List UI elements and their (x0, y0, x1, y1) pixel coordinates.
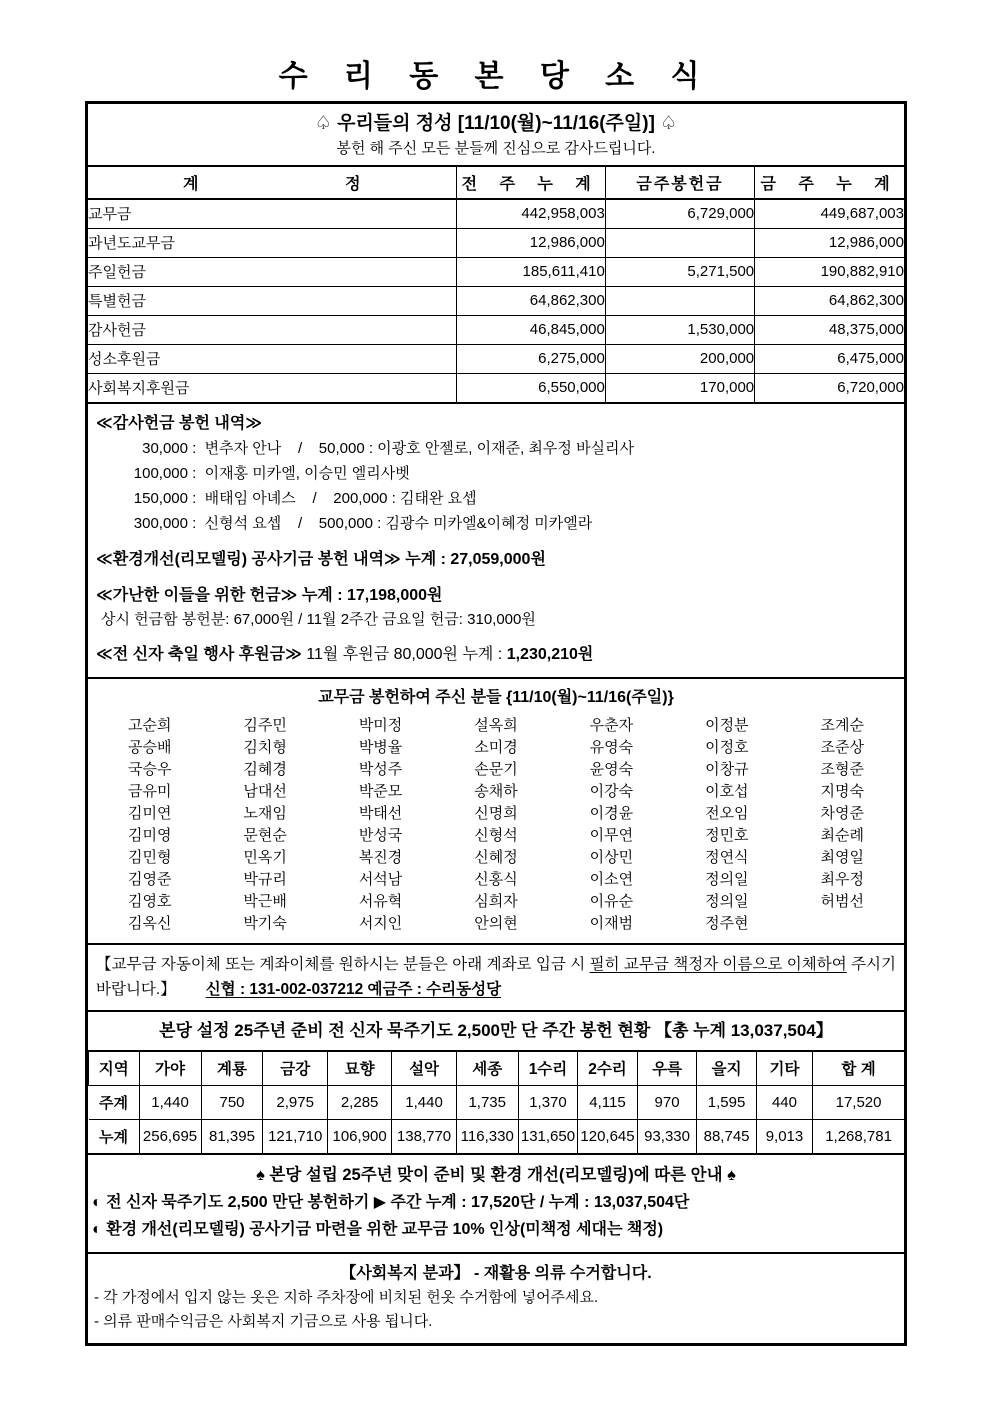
rosary-column-header: 을지 (697, 1051, 757, 1085)
donor-name: 정민호 (705, 827, 749, 844)
rosary-value: 88,745 (697, 1119, 757, 1153)
donor-name: 설옥희 (474, 717, 518, 734)
donor-name: 서지인 (358, 915, 403, 932)
offering-prev-total-value: 12,986,000 (456, 228, 605, 257)
donors-row (92, 715, 900, 737)
offering-table (88, 165, 904, 402)
rosary-value: 9,013 (756, 1119, 812, 1153)
offering-prev-total-value: 6,275,000 (456, 344, 605, 373)
offering-week-total-value: 48,375,000 (755, 315, 904, 344)
donor-name: 신홍식 (474, 871, 518, 888)
offering-row (88, 199, 904, 228)
offering-row-label: 성소후원금 (88, 344, 456, 373)
thanks-amount: 100,000 (133, 465, 188, 482)
rosary-value: 138,770 (392, 1119, 456, 1153)
account-header-right: 정 (345, 176, 361, 193)
donor-name: 지명숙 (820, 783, 864, 800)
donor-name: 박규리 (243, 871, 287, 888)
donors-row (92, 781, 900, 803)
offering-week-value (605, 286, 754, 315)
offering-prev-total-value: 64,862,300 (456, 286, 605, 315)
anniversary-notice-item: ◐ 환경 개선(리모델링) 공사기금 마련을 위한 교무금 10% 인상(미책정 세대는 책정) (92, 1221, 664, 1238)
rosary-row-label: 주계 (89, 1085, 140, 1119)
donors-row (92, 759, 900, 781)
donor-name: 신혜정 (474, 849, 518, 866)
donor-name: 소미경 (474, 739, 518, 756)
donor-name: 박준모 (358, 783, 403, 800)
donor-name: 최영일 (820, 849, 864, 866)
donor-name: 안의현 (474, 915, 518, 932)
donor-name: 정의일 (705, 893, 749, 910)
offering-period-title: ♤ 우리들의 정성 [11/10(월)~11/16(주일)] ♤ (314, 113, 678, 134)
offering-table-head (88, 166, 904, 199)
donor-name: 신형석 (474, 827, 518, 844)
rosary-value: 93,330 (637, 1119, 697, 1153)
rosary-value: 256,695 (139, 1119, 201, 1153)
offering-prev-total-value: 185,611,410 (456, 257, 605, 286)
feast-fund-month: 11월 후원금 80,000원 누계 : (301, 646, 507, 663)
donor-name: 금유미 (127, 783, 172, 800)
donor-name: 이창규 (705, 761, 749, 778)
donor-name: 김주민 (243, 717, 287, 734)
rosary-value: 970 (637, 1085, 697, 1119)
bulletin-page (85, 0, 907, 1346)
donor-name: 복진경 (358, 849, 403, 866)
thanks-amount: 30,000 (142, 440, 188, 457)
offering-row-label: 특별헌금 (88, 286, 456, 315)
donor-name: 국승우 (127, 761, 172, 778)
offering-week-value: 1,530,000 (605, 315, 754, 344)
rosary-row-label: 누계 (89, 1119, 140, 1153)
rosary-column-header: 2수리 (578, 1051, 638, 1085)
thanks-names: : 신형석 요셉 / 500,000 : 김광수 미카엘&이혜정 미카엘라 (188, 515, 593, 532)
donor-name: 민옥기 (243, 849, 287, 866)
rosary-column-header: 기타 (756, 1051, 812, 1085)
transfer-notice-text: 【교무금 자동이체 또는 계좌이체를 원하시는 분들은 아래 계좌로 입금 시 (96, 956, 590, 973)
offering-header-row (88, 166, 904, 199)
bulletin-document (85, 101, 907, 1346)
rosary-value: 106,900 (327, 1119, 391, 1153)
rosary-table-body (89, 1085, 905, 1153)
donor-name: 이정분 (705, 717, 749, 734)
donor-name: 서석남 (358, 871, 403, 888)
offering-week-total-value: 64,862,300 (755, 286, 904, 315)
remodel-fund-line (96, 548, 896, 572)
donor-name: 반성국 (358, 827, 403, 844)
offering-row-label: 과년도교무금 (88, 228, 456, 257)
rosary-column-header: 세종 (456, 1051, 518, 1085)
welfare-section (88, 1252, 904, 1343)
offering-row (88, 257, 904, 286)
rosary-column-header: 우륵 (637, 1051, 697, 1085)
donor-name: 조형준 (820, 761, 864, 778)
offering-week-value: 200,000 (605, 344, 754, 373)
donor-name: 김영호 (127, 893, 172, 910)
donor-name: 김혜경 (243, 761, 287, 778)
offering-week-total-value: 449,687,003 (755, 199, 904, 228)
rosary-column-header: 합 계 (813, 1051, 904, 1085)
rosary-value: 2,285 (327, 1085, 391, 1119)
donor-name: 박병율 (358, 739, 403, 756)
donor-name: 유영숙 (589, 739, 634, 756)
offering-week-value (605, 228, 754, 257)
offering-week-total-value: 190,882,910 (755, 257, 904, 286)
offering-row (88, 286, 904, 315)
donor-name: 이재범 (589, 915, 634, 932)
welfare-item: - 각 가정에서 입지 않는 옷은 지하 주차장에 비치된 헌옷 수거함에 넣어주세요. (94, 1289, 599, 1306)
donor-name: 최순례 (820, 827, 864, 844)
rosary-summary-header: 본당 설정 25주년 준비 전 신자 묵주기도 2,500만 단 주간 봉헌 현황 【총 누계 13,037,504】 (88, 1010, 904, 1050)
rosary-total-value: 17,520 (813, 1085, 904, 1119)
donor-name: 박태선 (358, 805, 403, 822)
rosary-data-row (89, 1085, 905, 1119)
offering-week-total-value: 6,475,000 (755, 344, 904, 373)
donor-name: 이강숙 (589, 783, 634, 800)
rosary-column-header: 가야 (139, 1051, 201, 1085)
rosary-value: 121,710 (263, 1119, 327, 1153)
donors-row (92, 803, 900, 825)
offering-row-label: 주일헌금 (88, 257, 456, 286)
page-title: 수 리 동 본 당 소 식 (278, 60, 714, 93)
donor-name: 박근배 (243, 893, 287, 910)
donor-name: 윤영숙 (589, 761, 634, 778)
transfer-account-number: 신협 : 131-002-037212 예금주 : 수리동성당 (205, 981, 502, 998)
rosary-value: 116,330 (456, 1119, 518, 1153)
offering-week-value: 170,000 (605, 373, 754, 402)
feast-fund-total: 1,230,210원 (506, 646, 594, 663)
donors-row (92, 869, 900, 891)
offering-table-body (88, 199, 904, 402)
feast-fund-title: ≪전 신자 축일 행사 후원금≫ (96, 646, 302, 663)
donor-name: 정연식 (705, 849, 749, 866)
thanks-offering-title: ≪감사헌금 봉헌 내역≫ (96, 415, 263, 432)
donor-name: 이무연 (589, 827, 634, 844)
transfer-notice-underlined: 필히 교무금 책정자 이름으로 이체하여 (589, 956, 847, 973)
funds-detail-section (88, 402, 904, 677)
donors-title: 교무금 봉헌하여 주신 분들 {11/10(월)~11/16(주일)} (318, 689, 674, 706)
donor-name: 이경윤 (589, 805, 634, 822)
anniversary-notice-title: ♠ 본당 설립 25주년 맞이 준비 및 환경 개선(리모델링)에 따른 안내 ♠ (256, 1166, 736, 1184)
donors-section (88, 677, 904, 943)
donor-name: 최우정 (820, 871, 864, 888)
rosary-value: 120,645 (578, 1119, 638, 1153)
remodel-fund-title: ≪환경개선(리모델링) 공사기금 봉헌 내역≫ (96, 551, 401, 568)
remodel-fund-total: 누계 : 27,059,000원 (400, 551, 546, 568)
thanks-names: : 배태임 아녜스 / 200,000 : 김태완 요셉 (188, 490, 477, 507)
rosary-table-head (89, 1051, 905, 1085)
rosary-column-header: 금강 (263, 1051, 327, 1085)
donor-name: 신명희 (474, 805, 518, 822)
rosary-value: 81,395 (201, 1119, 263, 1153)
thanks-offering-line (96, 461, 896, 486)
donors-row (92, 825, 900, 847)
rosary-value: 4,115 (578, 1085, 638, 1119)
thanks-names: : 이재홍 미카엘, 이승민 엘리사벳 (188, 465, 410, 482)
donor-name: 노재임 (243, 805, 287, 822)
account-header-left: 계 (183, 176, 199, 193)
donor-name: 이정호 (705, 739, 749, 756)
offering-prev-total-value: 6,550,000 (456, 373, 605, 402)
donor-name: 정의일 (705, 871, 749, 888)
offering-thanks-subtitle: 봉헌 해 주신 모든 분들께 진심으로 감사드립니다. (336, 140, 656, 157)
thanks-names: : 변추자 안나 / 50,000 : 이광호 안젤로, 이재준, 최우정 바실리사 (188, 440, 635, 457)
offering-row (88, 315, 904, 344)
thanks-offering-line (96, 486, 896, 511)
donor-name: 박미정 (358, 717, 403, 734)
donor-name: 정주현 (705, 915, 749, 932)
rosary-value: 1,440 (392, 1085, 456, 1119)
donor-name: 박성주 (358, 761, 403, 778)
anniversary-notice-section (88, 1153, 904, 1252)
offering-week-value: 5,271,500 (605, 257, 754, 286)
donor-name: 문현순 (243, 827, 287, 844)
donors-row (92, 913, 900, 935)
donor-name: 조준상 (820, 739, 864, 756)
donor-name: 김영준 (127, 871, 172, 888)
donor-name: 이소연 (589, 871, 634, 888)
donor-name: 이유순 (589, 893, 634, 910)
donor-name: 박기숙 (243, 915, 287, 932)
donor-name: 차영준 (820, 805, 864, 822)
poor-fund-detail: 상시 헌금함 봉헌분: 67,000원 / 11월 2주간 금요일 헌금: 310,000원 (101, 611, 536, 628)
rosary-column-header: 설악 (392, 1051, 456, 1085)
feast-fund-line (96, 643, 896, 667)
rosary-table (88, 1050, 904, 1153)
donor-name (785, 913, 900, 935)
donor-name: 이상민 (589, 849, 634, 866)
anniversary-notice-item: ◐ 전 신자 묵주기도 2,500 만단 봉헌하기 ▶ 주간 누계 : 17,520단 / 누계 : 13,037,504단 (92, 1194, 690, 1211)
thanks-amount: 300,000 (133, 515, 188, 532)
donors-grid (92, 715, 900, 935)
thanks-offering-line (96, 436, 896, 461)
poor-fund-title: ≪가난한 이들을 위한 헌금≫ (96, 587, 298, 604)
donor-name: 김민형 (127, 849, 172, 866)
column-header-this-week: 금주봉헌금 (605, 166, 754, 199)
offering-week-value: 6,729,000 (605, 199, 754, 228)
donor-name: 조계순 (820, 717, 864, 734)
rosary-column-header: 계룡 (201, 1051, 263, 1085)
welfare-title: 【사회복지 분과】 - 재활용 의류 수거합니다. (340, 1265, 652, 1282)
rosary-total-value: 1,268,781 (813, 1119, 904, 1153)
rosary-data-row (89, 1119, 905, 1153)
rosary-value: 440 (756, 1085, 812, 1119)
donor-name: 남대선 (243, 783, 287, 800)
thanks-offering-line (96, 511, 896, 536)
transfer-notice-text-end: 주시기 바랍니다.】 (96, 956, 896, 998)
donor-name: 심희자 (474, 893, 518, 910)
offering-week-total-value: 12,986,000 (755, 228, 904, 257)
rosary-value: 1,440 (139, 1085, 201, 1119)
donor-name: 김치형 (243, 739, 287, 756)
column-header-week-total: 금 주 누 계 (755, 166, 904, 199)
donor-name: 서유혁 (358, 893, 403, 910)
rosary-value: 131,650 (518, 1119, 578, 1153)
poor-fund-total: 누계 : 17,198,000원 (297, 587, 443, 604)
offering-row-label: 교무금 (88, 199, 456, 228)
donor-name: 손문기 (474, 761, 518, 778)
donor-name: 김미연 (127, 805, 172, 822)
offering-row (88, 373, 904, 402)
rosary-column-header: 지역 (89, 1051, 140, 1085)
column-header-account (88, 166, 456, 199)
donor-name: 송채하 (474, 783, 518, 800)
column-header-prev-total: 전 주 누 계 (456, 166, 605, 199)
donor-name: 김미영 (127, 827, 172, 844)
donor-name: 허범선 (820, 893, 864, 910)
rosary-value: 750 (201, 1085, 263, 1119)
donors-row (92, 891, 900, 913)
donors-row (92, 737, 900, 759)
donor-name: 김옥신 (127, 915, 172, 932)
rosary-value: 1,370 (518, 1085, 578, 1119)
thanks-amount: 150,000 (133, 490, 188, 507)
offering-prev-total-value: 442,958,003 (456, 199, 605, 228)
donors-row (92, 847, 900, 869)
rosary-value: 2,975 (263, 1085, 327, 1119)
rosary-header-row (89, 1051, 905, 1085)
rosary-value: 1,595 (697, 1085, 757, 1119)
offering-prev-total-value: 46,845,000 (456, 315, 605, 344)
offering-row (88, 228, 904, 257)
offering-header-section (88, 104, 904, 165)
rosary-column-header: 묘향 (327, 1051, 391, 1085)
offering-row-label: 사회복지후원금 (88, 373, 456, 402)
donor-name: 전오임 (705, 805, 749, 822)
donor-name: 공승배 (127, 739, 172, 756)
poor-fund-line (96, 584, 896, 608)
donor-name: 이호섭 (705, 783, 749, 800)
offering-week-total-value: 6,720,000 (755, 373, 904, 402)
donor-name: 우춘자 (589, 717, 634, 734)
offering-row-label: 감사헌금 (88, 315, 456, 344)
transfer-notice-section (88, 943, 904, 1010)
welfare-item: - 의류 판매수익금은 사회복지 기금으로 사용 됩니다. (94, 1313, 433, 1330)
offering-row (88, 344, 904, 373)
rosary-column-header: 1수리 (518, 1051, 578, 1085)
rosary-value: 1,735 (456, 1085, 518, 1119)
donor-name: 고순희 (127, 717, 172, 734)
